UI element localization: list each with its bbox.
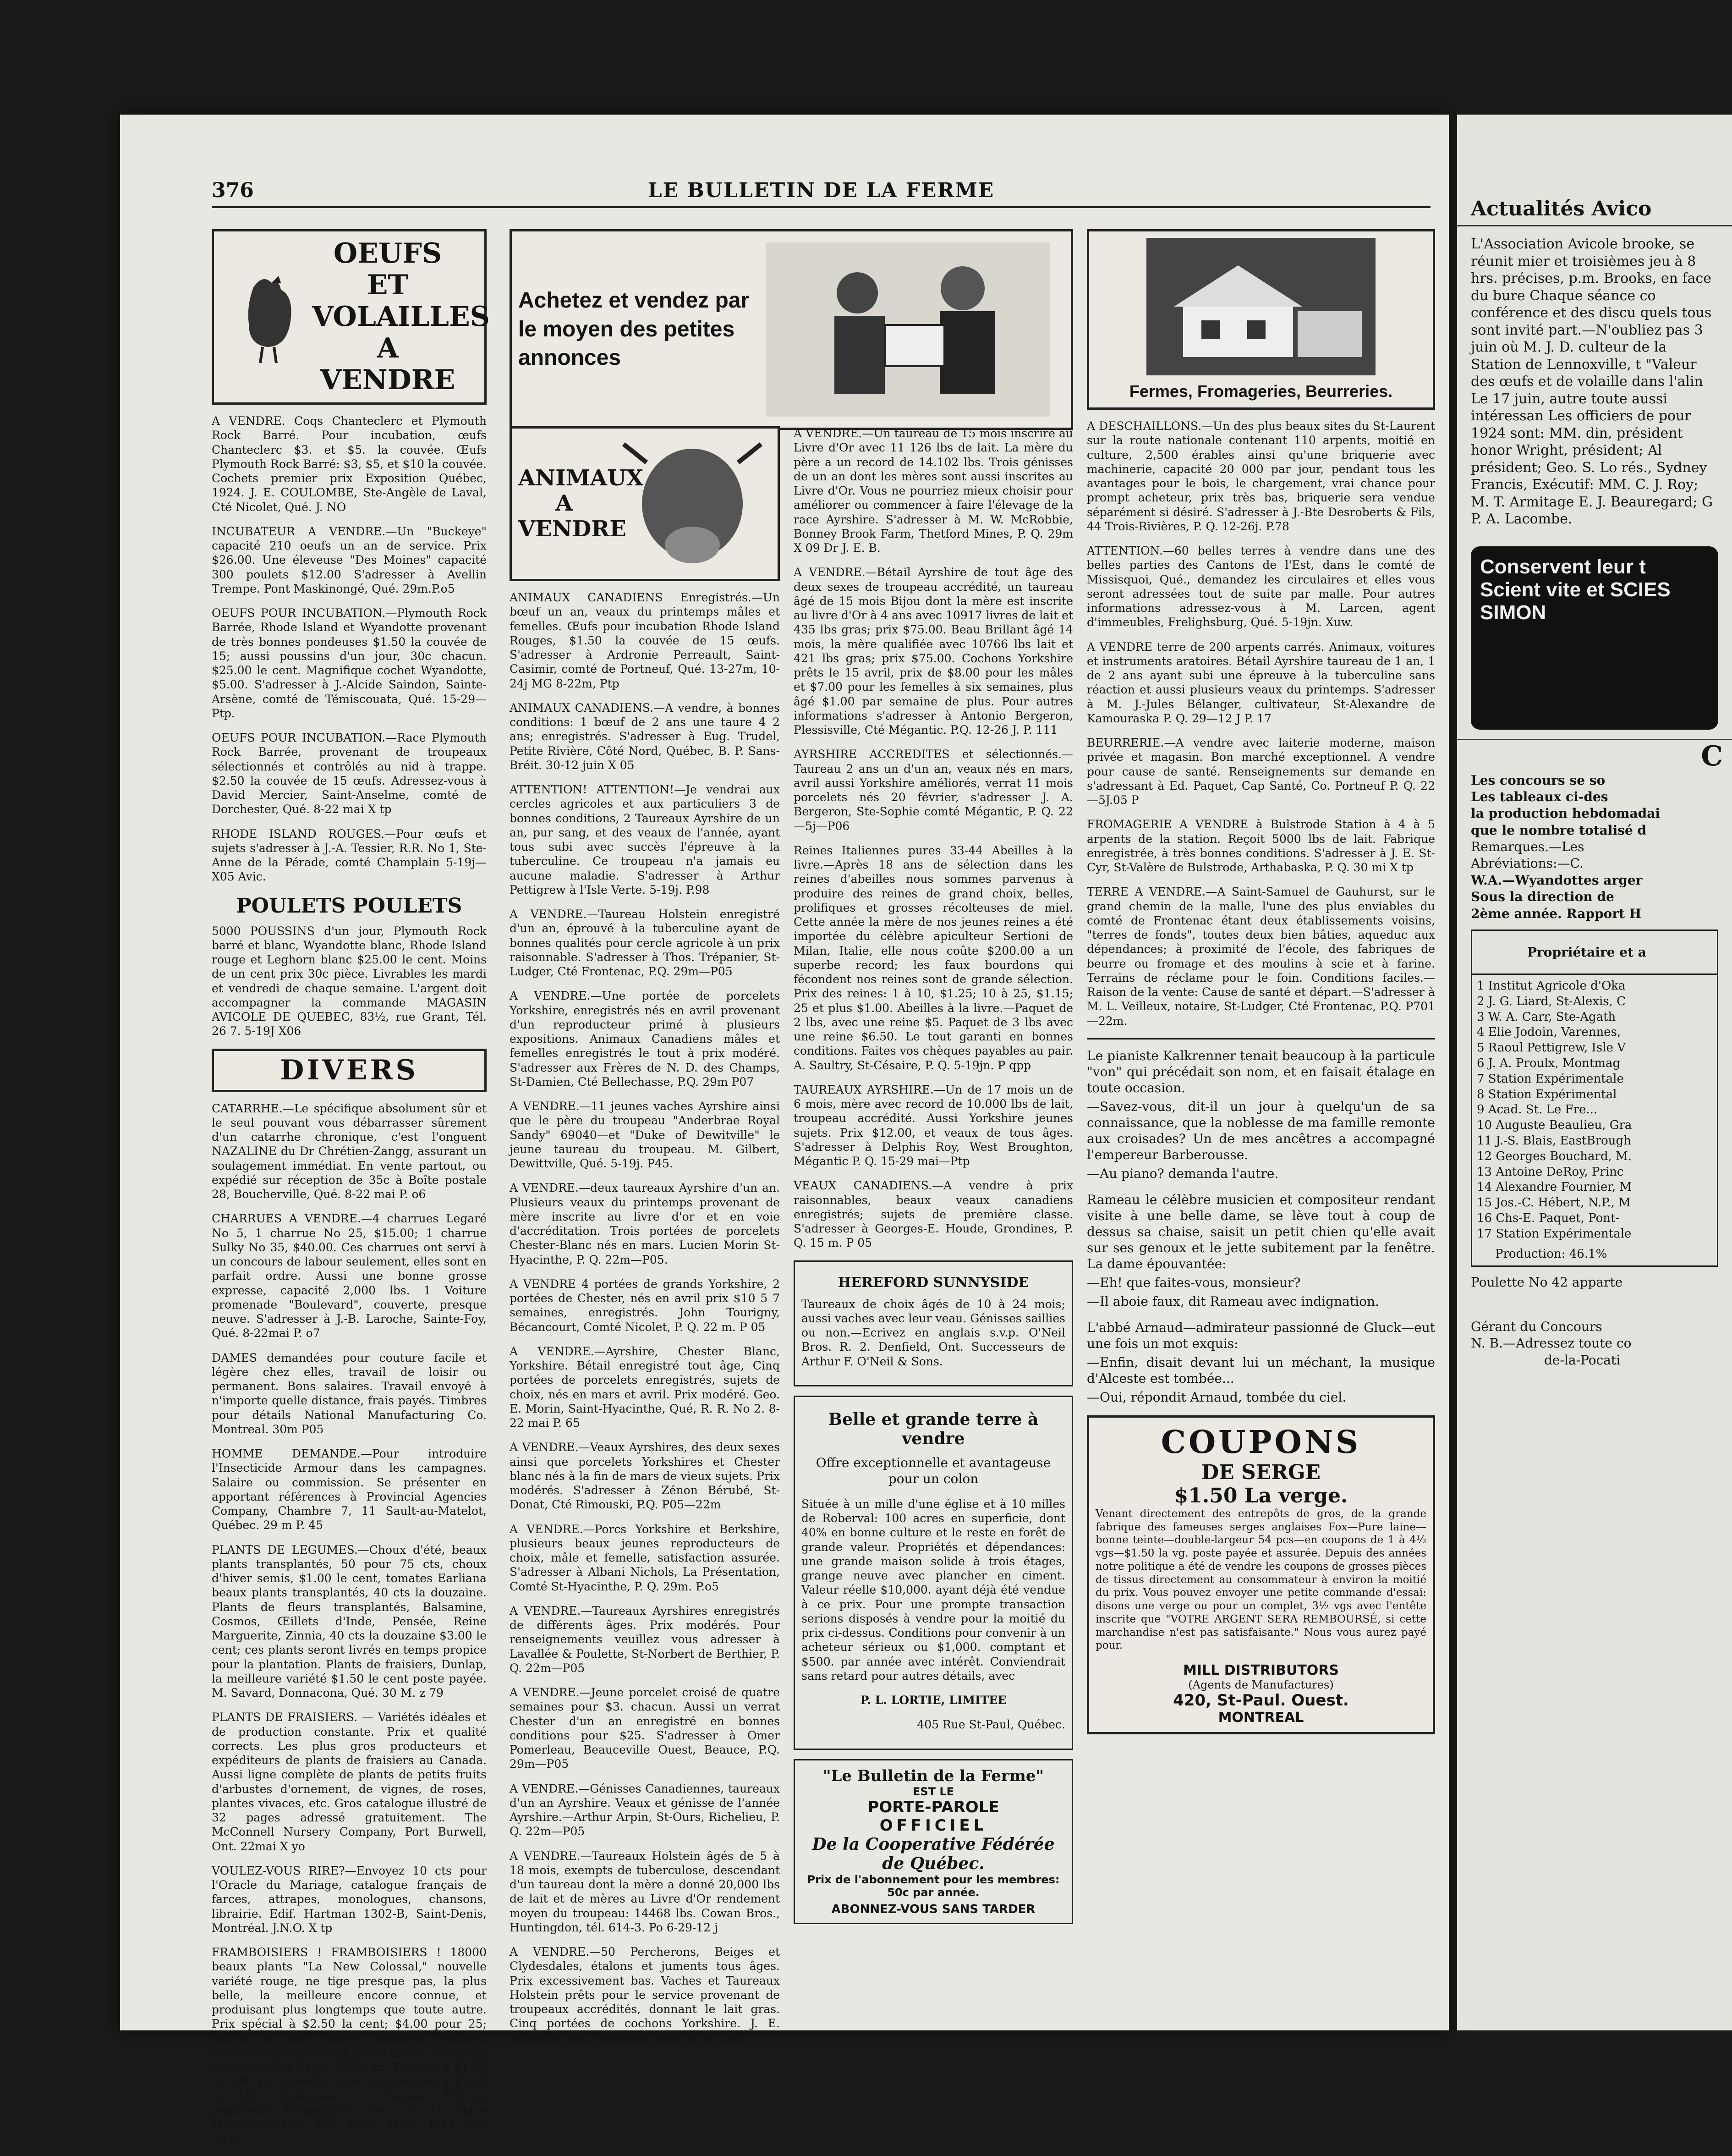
animaux-banner-title: ANIMAUX A VENDRE [518,465,644,542]
contest-line: 2ème année. Rapport H [1471,906,1642,921]
table-row: 8 Station Expérimental [1477,1087,1617,1101]
table-row: 13 Antoine DeRoy, Princ [1477,1165,1624,1179]
classified-ad: A VENDRE.—11 jeunes vaches Ayrshire ainsi que le père du troupeau "Anderbrae Royal Sandy" 69040—et "Duke of Dewitville" le jeune taureau du troupeau. M. Gilbert, Dewittville, Qué. 5-19j. P45. [510,1100,780,1170]
eggs-banner [212,229,490,405]
classified-ad: A VENDRE.—Taureaux Holstein âgés de 5 à 18 mois, exempts de tuberculose, descendant d'un taureau dont la mère a donné 20,000 lbs de lait et de mères au Livre d'Or rendement moyen du troupeau: 14468 lbs. Cowan Bros., Huntingdon, tél. 614-3. Po 6-29-12 j [510,1849,780,1934]
classified-ad: A VENDRE. Coqs Chanteclerc et Plymouth Rock Barré. Pour incubation, œufs Chanteclerc $3. et $5. la couvée. Œufs Plymouth Rock Barré: $3, $5, et $10 la couvée. Cochets premier prix Exposition Québec, 1924. J. E. COULOMBE, Ste-Angèle de Laval, Cté Nicolet, Qué. J. NO [212,414,487,514]
belle-terre-title: Belle et grande terre à vendre [828,1409,1039,1448]
table-row: 17 Station Expérimentale [1477,1226,1632,1241]
coupons-text: Venant directement des entrepôts de gros, de la grande fabrique des fameuses serges anglaises Fox—Pure laine—bonne teinte—double-largeur 54 pcs—en coupons de 1 à 4½ vgs—$1.50 la vg. poste payée et assurée. Depuis des années notre politique a été de vendre les coupons de grosses pièces de tissus directement au consommateur à environ la moitié du prix. Vous pouvez envoyer une petite commande d'essai: disons une verge ou pour un complet, 3½ vgs avec l'entête inscrite que "VOTRE ARGENT SERA REMBOURSÉ, si cette marchandise n'est pas satisfaisante." Nous vous aurez payé pour. [1096,1507,1426,1652]
bulletin-line: OFFICIEL [879,1816,987,1835]
classified-ad: PLANTS DE FRAISIERS. — Variétés idéales et de production constante. Prix et qualité corrects. Les plus gros producteurs et expéditeurs de plants de fraisiers au Canada. Aussi ligne complète de plants de petits fruits d'arbustes d'ornement, de vignes, de roses, plantes vivaces, etc. Gros catalogue illustré de 32 pages adressé gratuitement. The McConnell Nursery Company, Port Burwell, Ont. 22mai X yo [212,1710,487,1853]
divers-banner [212,1049,487,1092]
classified-ad: BEURRERIE.—A vendre avec laiterie moderne, maison privée et magasin. Bon marché exceptionnel. A vendre pour cause de santé. Renseignements sur demande en s'adressant à Ed. Paquet, Cap Santé, Co. Portneuf P. Q. 22—5J.05 P [1087,736,1435,807]
classified-ad: ATTENTION.—60 belles terres à vendre dans une des belles parties des Cantons de l'Est, dans le comté de Missisquoi, Qué., demandez les circulaires et elles vous seront adressées tout de suite par malle. Pour autres informations adressez-vous à M. Larcen, agent d'immeubles, Frelighsburg, Qué. 5-19jn. Xuw. [1087,544,1435,629]
anecdote-line: L'abbé Arnaud—admirateur passionné de Gluck—eut une fois un mot exquis: [1087,1320,1435,1351]
classified-ad: OEUFS POUR INCUBATION.—Plymouth Rock Barrée, Rhode Island et Wyandotte provenant de très bonnes pondeuses $1.50 la couvée de 15; aussi poussins d'un jour, 30c chacun. $25.00 le cent. Magnifique cochet Wyandotte, $5.00. S'adresser à J.-Alcide Saindon, Sainte-Arsène, comté de Témiscouata, Qué. 15-29—Ptp. [212,606,487,720]
adjacent-page-heading: Actualités Avico [1457,128,1732,226]
hereford-text: Taureaux de choix âgés de 10 à 24 mois; aussi vaches avec leur veau. Génisses saillies ou non.—Ecrivez en anglais s.v.p. O'Neil Bros. R. 2. Denfield, Ont. Successeurs de Arthur F. O'Neil & Sons. [801,1297,1065,1368]
footer-lines [1457,1274,1732,1369]
table-row: 1 Institut Agricole d'Oka [1477,979,1626,993]
anecdote-line: Le pianiste Kalkrenner tenait beaucoup à la particule "von" qui précédait son nom, et en faisait étalage en toute occasion. [1087,1048,1435,1095]
left-column [212,229,490,2156]
fermes-banner [1087,229,1435,410]
production-line: Production: 46.1% [1495,1247,1607,1261]
classified-ad: 5000 POUSSINS d'un jour, Plymouth Rock barré et blanc, Wyandotte blanc, Rhode Island rouge et Leghorn blanc $25.00 le cent. Moins de un cent prix 30c pièce. Livrables les mardi et vendredi de chaque semaine. L'argent doit accompagner la commande MAGASIN AVICOLE DE QUEBEC, 83½, rue Grant, Tél. 26 7. 5-19J X06 [212,924,487,1038]
bulletin-line: PORTE-PAROLE [867,1798,999,1816]
classified-ad: A VENDRE.—Taureaux Ayrshires enregistrés de différents âges. Prix modérés. Pour renseignements veuillez vous adresser à Lavallée & Poulette, St-Norbert de Berthier, P. Q. 22m—P05 [510,1604,780,1675]
classified-ad: FROMAGERIE A VENDRE à Bulstrode Station à 4 à 5 arpents de la station. Reçoit 5000 lbs de lait. Fabrique enregistrée, à très bonnes conditions. S'adresser à J. E. St-Cyr, St-Valère de Bulstrode, Arthabaska, P. Q. 30 mi X tp [1087,818,1435,874]
cow-head-icon [614,435,766,572]
classified-ad: A VENDRE.—Une portée de porcelets Yorkshire, enregistrés nés en avril provenant d'un reproducteur primé à plusieurs expositions. Animaux Canadiens mâles et femelles enregistrés le tout à prix modéré. S'adresser aux Frères de N. D. des Champs, St-Damien, Cté Bellechasse, P.Q. 29m P07 [510,989,780,1089]
table-row: 10 Auguste Beaulieu, Gra [1477,1118,1632,1133]
animaux-banner [510,426,780,581]
right-column [1087,229,1435,1744]
classified-ad: INCUBATEUR A VENDRE.—Un "Buckeye" capacité 210 oeufs un an de service. Prix $26.00. Une éleveuse "Des Moines" capacité 300 poulets $12.00 S'adresser à Avellin Trempe. Pont Maskinongé, Qué. 29m.P.o5 [212,524,487,595]
classified-ad: FRAMBOISIERS ! FRAMBOISIERS ! 18000 beaux plants "La New Colossal," nouvelle variété rouge, ne tige presque pas, la plus belle, la meilleure encore connue, et produisant plus longtemps que toute autre. Prix spécial à $2.50 la cent; $4.00 pour 25; $10.00 le 100. Autres variétés, Herbert, Cuthbert et Newman, à $2.00 la doz. Plants de fraisiers, Glen Mary, Williams, Dunlop, à $1.50 le 100. La nouvelle fraise progressive à $3.00 le 100. S'adresser à Fregeau Frères, pépinistes, Rougemont, Qué., ou 34, Place Jacques-Cartier. Tél. Main 5163. 8-22 mai X011 [212,1946,487,2145]
classified-ad: ANIMAUX CANADIENS.—A vendre, à bonnes conditions: 1 bœuf de 2 ans une taure 4 2 ans; enregistrés. S'adresser à Eug. Trudel, Petite Rivière, Côté Nord, Québec, B. P. Sans-Bréit. 30-12 juin X 05 [510,701,780,772]
belle-terre-box [794,1396,1073,1750]
classified-ad: A VENDRE 4 portées de grands Yorkshire, 2 portées de Chester, nés en avril prix $10 5 7 semaines, enregistrés. John Tourigny, Bécancourt, Comté Nicolet, P. Q. 22 m. P 05 [510,1277,780,1334]
coupons-price: $1.50 La verge. [1174,1484,1348,1507]
middle-right-column [794,426,1073,1933]
anecdote-line: —Au piano? demanda l'autre. [1087,1166,1279,1181]
classified-ad: TAUREAUX AYRSHIRE.—Un de 17 mois un de 6 mois, mère avec record de 10.000 lbs de lait, troupeau accrédité. Aussi Yorkshire jeunes sujets. Prix $12.00, et veaux de tous âges. S'adresser à Delphis Roy, West Broughton, Mégantic P. Q. 15-29 mai—Ptp [794,1083,1073,1168]
classified-ad: A VENDRE.—Bétail Ayrshire de tout âge des deux sexes de troupeau accrédité, un taureau âgé de 15 mois Bijou dont la mère est inscrite au livre d'Or à 4 ans avec 10917 livres de lait et 435 lbs gras; prix $75.00. Beau Brillant âgé 14 mois, la mère qualifiée avec 10766 lbs lait et 421 lbs gras; prix $75.00. Cochons Yorkshire prêts le 15 avril, prix de $8.00 pour les mâles et $7.00 pour les femelles à six semaines, plus âgé $1.00 par semaine de plus. Pour autres informations s'adresser à Antonio Bergeron, Plessisville, Cté Mégantic. P.Q. 12-26 J. P. 111 [794,566,1073,737]
table-row: 14 Alexandre Fournier, M [1477,1180,1632,1194]
classified-ad: A VENDRE.—Veaux Ayrshires, des deux sexes ainsi que porcelets Yorkshires et Chester blanc nés à la fin de mars de vieux sujets. Prix modérés. S'adresser à Zénon Bérubé, St-Donat, Cté Rimouski, P.Q. P05—22m [510,1441,780,1512]
page-title: LE BULLETIN DE LA FERME [647,179,995,202]
middle-banner-column [510,229,1073,439]
bulletin-line: EST LE [912,1785,954,1798]
classified-ad: CHARRUES A VENDRE.—4 charrues Legaré No 5, 1 charrue No 25, $15.00; 1 charrue Sulky No 35, $40.00. Ces charrues ont servi à un concours de labour seulement, elles sont en parfait ordre. Aussi une bonne grosse expresse, capacité 2,000 lbs. 1 Voiture promenade "Boulevard", couverte, presque neuve. S'adresser à J.-B. Laroche, Sainte-Foy, Qué. 8-22mai P. o7 [212,1212,487,1340]
achetez-banner [510,229,1073,430]
table-row: 12 Georges Bouchard, M. [1477,1149,1632,1163]
table-row: 15 Jos.-C. Hébert, N.P., M [1477,1196,1631,1210]
belle-terre-subtitle: Offre exceptionnelle et avantageuse pour un colon [816,1455,1051,1486]
classified-ad: VEAUX CANADIENS.—A vendre à prix raisonnables, beaux veaux canadiens enregistrés; sujets de première classe. S'adresser à Georges-E. Houde, Grondines, P. Q. 15 m. P 05 [794,1179,1073,1250]
adjacent-page [1457,115,1732,2030]
coupons-ad [1087,1415,1435,1734]
classified-ad: A DESCHAILLONS.—Un des plus beaux sites du St-Laurent sur la route nationale contenant 110 arpents, moitié en culture, 2,500 érables ainsi qu'une briquerie avec machinerie, capacité 20 000 par jour, pendant tous les avantages pour le bois, le chargement, vrai chance pour prompt acheteur, prix très bas, briquerie sera vendue séparément si désiré. S'adresser à J.-Bte Desroberts & Fils, 44 Trois-Rivières, P. Q. 12-26j. P.78 [1087,419,1435,533]
classified-ad: TERRE A VENDRE.—A Saint-Samuel de Gauhurst, sur le grand chemin de la malle, l'une des plus enviables du comté de Frontenac étant deux établissements voisins, "terres de fonds", toutes deux bien bâties, aqueduc aux dépendances; à proximité de l'école, des fabriques de beurre ou fromage et des moulins à scie et à farine. Terrains de réclame pour le foin. Conditions faciles.—Raison de la vente: Cause de santé et départ.—S'adresser à M. L. Veilleux, notaire, St-Ludger, Cté Frontenac, P.Q. P701—22m. [1087,885,1435,1028]
divider [1087,1038,1435,1040]
farmhouse-icon [1146,238,1376,375]
coupons-subtitle: DE SERGE [1201,1460,1321,1484]
coupons-address: 420, St-Paul. Ouest. [1173,1691,1349,1710]
contest-line: Les tableaux ci-des [1471,789,1608,804]
contest-lines [1457,772,1732,923]
classified-ad: DAMES demandées pour couture facile et légère chez elles, travail de loisir ou permanent. Bons salaires. Travail envoyé à n'importe quelle distance, frais payés. Timbres pour détails National Manufacturing Co. Montreal. 30m P05 [212,1351,487,1436]
classified-ad: A VENDRE.—Taureau Holstein enregistré d'un an, éprouvé à la tuberculine ayant de bonnes qualités pour cercle agricole à un prix raisonnable. S'adresser à Thos. Trépanier, St-Ludger, Cté Frontenac, P.Q. 29m—P05 [510,908,780,978]
section-letter: C [1457,739,1732,772]
classified-ad: OEUFS POUR INCUBATION.—Race Plymouth Rock Barrée, provenant de troupeaux sélectionnés et contrôlés au nid à trappe. $2.50 la couvée de 15 œufs. Adressez-vous à David Mercier, Saint-Anselme, comté de Dorchester, Qué. 8-22 mai X tp [212,731,487,816]
newspaper-page [120,115,1449,2145]
page-number: 376 [212,179,254,202]
classified-ad: ANIMAUX CANADIENS Enregistrés.—Un bœuf un an, veaux du printemps mâles et femelles. Œufs pour incubation Rhode Island Rouges, $1.50 la couvée de 15 œufs. S'adresser à Ardronie Perreault, Saint-Casimir, comté de Portneuf, Qué. 13-27m, 10-24j MG 8-22m, Ptp [510,591,780,690]
saw-ad-text: Conservent leur t Scient vite et SCIES SIMON [1480,555,1671,624]
classified-ad: A VENDRE.—Porcs Yorkshire et Berkshire, plusieurs beaux jeunes reproducteurs de choix, mâle et femelle, satisfaction assurée. S'adresser à Albani Nichols, La Présentation, Comté St-Hyacinthe, P. Q. 29m. P.o5 [510,1522,780,1593]
bulletin-line: Prix de l'abonnement pour les membres: 50c par année. [807,1873,1060,1899]
table-row: 3 W. A. Carr, Ste-Agath [1477,1010,1616,1024]
classified-ad: A VENDRE.—Un taureau de 15 mois inscrire au Livre d'Or avec 11 126 lbs de lait. La mère du père a un record de 14.102 lbs. Trois génisses de un an dont les mères sont aussi inscrites au Livre d'Or. Vous ne pourriez mieux choisir pour améliorer ou commencer à faire l'élevage de la race Ayrshire. S'adresser à M. W. McRobbie, Bonney Brook Farm, Thetford Mines, P. Q. 29m X 09 Dr J. E. B. [794,427,1073,555]
footer-line: Poulette No 42 apparte [1471,1275,1623,1290]
contest-line: la production hebdomadai [1471,806,1660,821]
footer-line: de-la-Pocati [1544,1352,1621,1368]
bulletin-line: "Le Bulletin de la Ferme" [822,1766,1044,1785]
coupons-city: MONTREAL [1218,1710,1304,1726]
anecdote-line: —Oui, répondit Arnaud, tombée du ciel. [1087,1389,1347,1405]
table-row: 9 Acad. St. Le Fre... [1477,1103,1598,1117]
anecdote-line: —Il aboie faux, dit Rameau avec indignation. [1087,1293,1379,1309]
classified-ad: VOULEZ-VOUS RIRE?—Envoyez 10 cts pour l'Oracle du Mariage, catalogue français de farces, attrapes, monologues, chansons, librairie. Edif. Hartman 1302-B, Saint-Denis, Montréal. J.N.O. X tp [212,1864,487,1935]
coupons-title: COUPONS [1161,1424,1361,1461]
classified-ad: CATARRHE.—Le spécifique absolument sûr et le seul pouvant vous débarrasser sûrement d'un catarrhe chronique, c'est l'onguent NAZALINE du Dr Chrétien-Zangg, assurant un soulagement immédiat. En vente partout, ou expédié sur réception de 35c à Boîte postale 28, Boucherville, Qué. 8-22 mai P. o6 [212,1101,487,1201]
middle-left-column [510,426,780,2055]
divers-heading: DIVERS [280,1054,418,1086]
table-row: 5 Raoul Pettigrew, Isle V [1477,1041,1626,1055]
table-row: 16 Chs-E. Paquet, Pont- [1477,1211,1620,1225]
poulets-heading: POULETS POULETS [236,894,462,918]
table-row: 7 Station Expérimentale [1477,1072,1624,1086]
classified-ad: A VENDRE terre de 200 arpents carrés. Animaux, voitures et instruments aratoires. Bétail Ayrshire taureau de 1 an, 1 de 2 ans ayant subi une épreuve à la tuberculine sans réaction et aussi plusieurs veaux du printemps. S'adresser à M. J.-Jules Bélanger, cultivateur, St-Alexandre de Kamouraska P. Q. 29—12 J P. 17 [1087,640,1435,725]
adjacent-page-text: L'Association Avicole brooke, se réunit mier et troisièmes jeu à 8 hrs. précises, p.m. Brooks, en face du bure Chaque séance co conférence et des discu quels tous sont invité part.—N'oubliez pas 3 juin où M. J. D. culteur de la Station de Lennoxville, t "Valeur des œufs et de volaille dans l'alin Le 17 juin, autre toute aussi intéressan Les officiers de pour 1924 sont: MM. din, président honor Wright, président; Al président; Geo. S. Lo rés., Sydney Francis, Exécutif: MM. C. J. Roy; M. T. Armitage E. J. Beauregard; G P. A. Lacombe. [1471,236,1713,527]
bulletin-line: De la Cooperative Fédérée de Québec. [812,1834,1055,1873]
classified-ad: A VENDRE.—50 Percherons, Beiges et Clydesdales, étalons et juments tous âges. Prix excessivement bas. Vaches et Taureaux Holstein prêts pour le service provenant de troupeaux accrédités, donnant le lait gras. Cinq portées de cochons Yorkshire. J. E. Arnold & Fils, Grenville, Qué. M. G. 26j. [510,1945,780,2045]
page-header [212,174,1431,208]
classified-ad: PLANTS DE LEGUMES.—Choux d'été, beaux plants transplantés, 50 pour 75 cts, choux d'hiver semis, $1.00 le cent, tomates Earliana beaux plants transplantés, 40 cts la douzaine. Plants de fleurs transplantés, Balsamine, Cosmos, Œillets d'Inde, Pensée, Reine Marguerite, Zinnia, 40 cts la douzaine $3.00 le cent; ces plants seront livrés en temps propice pour la plantation. Plants de fraisiers, Dunlap, la meilleure variété $1.50 le cent poste payée. M. Savard, Donnacona, Qué. 30 M. z 79 [212,1543,487,1700]
table-row: 4 Elie Jodoin, Varennes, [1477,1025,1621,1040]
hereford-title: HEREFORD SUNNYSIDE [838,1274,1029,1291]
hereford-box [794,1260,1073,1386]
classified-ad: AYRSHIRE ACCREDITES et sélectionnés.—Taureau 2 ans un d'un an, veaux nés en mars, avril aussi Yorkshire améliorés, verrat 11 mois porcelets nés 20 février, s'adresser J. A. Bergeron, Ste-Sophie comté Mégantic, P. Q. 22—5j—P06 [794,748,1073,833]
contest-line: W.A.—Wyandottes arger [1471,872,1643,888]
reading-couple-illustration [766,242,1050,417]
coupons-company: MILL DISTRIBUTORS [1183,1662,1339,1678]
fermes-banner-title: Fermes, Fromageries, Beurreries. [1129,382,1393,401]
contest-line: Remarques.—Les [1471,839,1584,855]
classified-ad: A VENDRE.—Jeune porcelet croisé de quatre semaines pour $3. chacun. Aussi un verrat Chester d'un an enregistré en bonnes conditions pour $25. S'adresser à Omer Pomerleau, Beauceville Ouest, Beauce, P.Q. 29m—P05 [510,1686,780,1771]
footer-line: N. B.—Adressez toute co [1471,1336,1632,1351]
contest-line: Sous la direction de [1471,889,1614,905]
rooster-icon [235,269,304,365]
eggs-banner-title: OEUFS ET VOLAILLES A VENDRE [312,237,490,396]
contest-table [1471,930,1718,1267]
anecdote-line: —Savez-vous, dit-il un jour à quelqu'un de sa connaissance, que la noblesse de ma famille remonte aux croisades? Un de mes ancêtres a accompagné l'empereur Barberousse. [1087,1099,1435,1162]
table-row: 11 J.-S. Blais, EastBrough [1477,1133,1631,1148]
contest-line: Abréviations:—C. [1471,856,1584,871]
belle-terre-address: 405 Rue St-Paul, Québec. [917,1718,1065,1732]
saw-ad [1471,546,1718,730]
table-row: 2 J. G. Liard, St-Alexis, C [1477,994,1626,1008]
achetez-banner-text: Achetez et vendez par le moyen des petites annonces [518,288,750,370]
contest-line: que le nombre totalisé d [1471,822,1647,838]
classified-ad: Reines Italiennes pures 33-44 Abeilles à la livre.—Après 18 ans de sélection dans les reines d'abeilles nous sommes parvenus à produire des reines de grand choix, belles, prolifiques et grosses récolteuses de miel. Cette année la mère de nos jeunes reines a été importée du célèbre apiculteur Sertioni de Milan, Italie, elle nous coûte $200.00 a un superbe record; les faux bourdons qui fécondent nos reines sont de grande sélection. Prix des reines: 1 à 10, $1.25; 10 à 25, $1.15; 25 et plus $1.00. Abeilles à la livre.—Paquet de 2 lbs, avec une reine $5. Paquet de 3 lbs avec une reine $6.50. Le tout garanti en bonnes conditions. Faites vos chèques payables au pair. A. Saultry, St-Césaire, P. Q. 5-19jn. P qpp [794,843,1073,1072]
anecdote-line: Rameau le célèbre musicien et compositeur rendant visite à une belle dame, se lève tout à coup de dessus sa chaise, saisit un petit chien qu'elle avait sur ses genoux et le jette subitement par la fenêtre. La dame épouvantée: [1087,1192,1435,1271]
classified-ad: A VENDRE.—Ayrshire, Chester Blanc, Yorkshire. Bétail enregistré tout âge, Cinq portées de porcelets enregistrés, sujets de choix, nés en mars et avril. Prix modéré. Geo. E. Morin, Saint-Hyacinthe, Qué, R. R. No 2. 8-22 mai P. 65 [510,1344,780,1430]
table-header: Propriétaire et a [1472,931,1717,975]
anecdote-line: —Enfin, disait devant lui un méchant, la musique d'Alceste est tombée... [1087,1354,1435,1386]
classified-ad: A VENDRE.—deux taureaux Ayrshire d'un an. Plusieurs veaux du printemps provenant de mère inscrite au livre d'or et en voie d'accréditation. Trois portées de porcelets Chester-Blanc nés en mars. Lucien Morin St-Hyacinthe, P. Q. 22m—P05. [510,1181,780,1266]
classified-ad: RHODE ISLAND ROUGES.—Pour œufs et sujets s'adresser à J.-A. Tessier, R.R. No 1, Ste-Anne de la Pérade, comté Champlain 5-19j—X05 Avic. [212,827,487,884]
bulletin-line: ABONNEZ-VOUS SANS TARDER [831,1902,1036,1916]
belle-terre-text: Située à un mille d'une église et à 10 milles de Roberval: 100 acres en superficie, dont 40% en bonne culture et le reste en forêt de grande valeur. Propriétés et dépendances: une grande maison solide à trois étages, grange neuve avec plancher en ciment. Valeur réelle $10,000. ayant déjà été vendue à ce prix. Pour une prompte transaction serions disposés à vendre pour la moitié du prix ci-dessus. Conditions pour convenir à un acheteur sérieux ou $1,000. comptant et $500. par année avec intérêt. Conviendrait sans retard pour autres détails, avec [801,1497,1065,1683]
table-row: 6 J. A. Proulx, Montmag [1477,1056,1621,1070]
classified-ad: HOMME DEMANDE.—Pour introduire l'Insecticide Armour dans les campagnes. Salaire ou commission. Se présenter en apportant références à Provincial Agencies Company, Chambre 7, 11 Sault-au-Matelot, Québec. 29 m P. 45 [212,1447,487,1532]
bulletin-box [794,1759,1073,1924]
classified-ad: ATTENTION! ATTENTION!—Je vendrai aux cercles agricoles et aux particuliers 3 de bonnes conditions, 2 Taureaux Ayrshire de un an, pur sang, et des veaux de l'année, ayant tous subi avec succès l'épreuve à la tuberculine. Ce troupeau n'a jamais eu aucune maladie. S'adresser à Arthur Pettigrew à l'Isle Verte. 5-19j. P.98 [510,783,780,896]
classified-ad: A VENDRE.—Génisses Canadiennes, taureaux d'un an Ayrshire. Veaux et génisse de l'année Ayrshire.—Arthur Arpin, St-Ours, Richelieu, P. Q. 22m—P05 [510,1782,780,1838]
belle-terre-signature: P. L. LORTIE, LIMITEE [860,1694,1007,1707]
anecdote-line: —Eh! que faites-vous, monsieur? [1087,1275,1301,1290]
contest-line: Les concours se so [1471,772,1606,788]
footer-line: Gérant du Concours [1471,1319,1602,1334]
coupons-company-sub: (Agents de Manufactures) [1188,1678,1334,1691]
